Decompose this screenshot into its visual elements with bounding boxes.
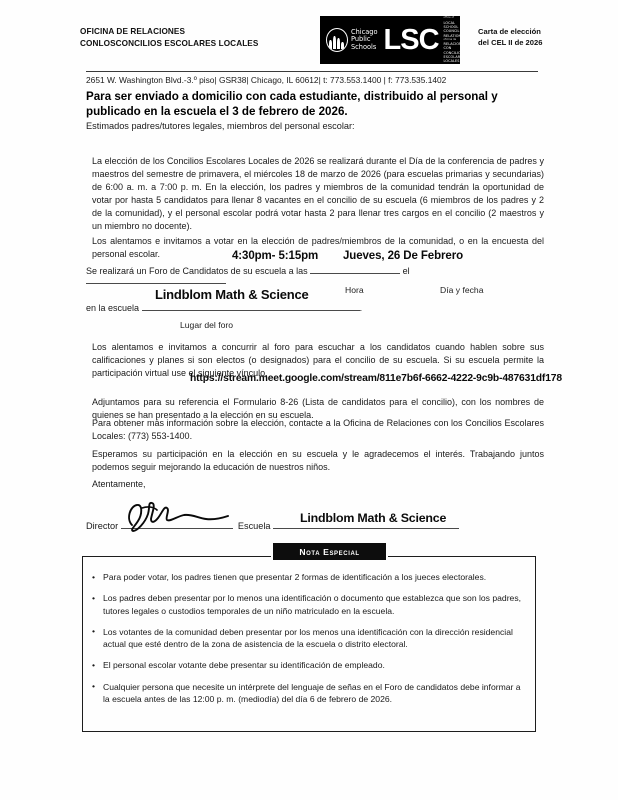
lsc-subtitle-en-prefix: office of xyxy=(443,16,455,20)
office-address: 2651 W. Washington Blvd.-3.º piso| GSR38| Chicago, IL 60612| t: 773.553.1400 | f: 773.535.1402 xyxy=(86,75,447,85)
closing-salutation: Atentamente, xyxy=(92,479,146,489)
school-prefix-label: en la escuela xyxy=(86,303,140,313)
office-heading-line1: OFICINA DE RELACIONES xyxy=(80,27,186,36)
forum-mid-label: el xyxy=(402,266,410,276)
cps-word-schools: Schools xyxy=(351,42,377,51)
list-item: • El personal escolar votante debe presentar su identificación de empleado. xyxy=(92,659,528,671)
special-note-banner: Nota Especial xyxy=(273,543,386,560)
stream-url[interactable]: https://stream.meet.google.com/stream/811e7b6f-6662-4222-9c9b-487631df178 xyxy=(190,373,562,384)
document-title-line1: Carta de elección xyxy=(478,27,541,36)
document-title-line2: del CEL II de 2026 xyxy=(478,38,543,47)
forum-date-value: Jueves, 26 De Febrero xyxy=(343,250,463,262)
list-item: • Los padres deben presentar por lo menos una identificación o documento que establezca que son los padres, tutores legales o custodios temporales de un niño matriculado en la escuela. xyxy=(92,592,528,617)
caption-hora: Hora xyxy=(345,285,364,295)
lsc-subtitle-en: LOCAL SCHOOL COUNCIL RELATIONS xyxy=(443,20,464,38)
special-note-list xyxy=(92,571,528,714)
list-item: • Cualquier persona que necesite un intérprete del lenguaje de señas en el Foro de candidatos debe informar a la escuela antes de las 12:00 p. m. (mediodía) del día 6 de febrero de 2026. xyxy=(92,681,528,706)
paragraph-election-details: La elección de los Concilios Escolares Locales de 2026 se realizará durante el Día de la conferencia de padres y maestros del semestre de primavera, el miércoles 18 de marzo de 2026 (para escuelas primarias y secundarias) de 6:00 a. m. a 7:00 p. m. En la elección, los padres y miembros de la comunidad tendrán la oportunidad de votar por hasta 5 candidatos para llenar 8 vacantes en el concilio de su escuela (6 miembros de los padres y 2 de la comunidad), y el personal escolar podrá votar hasta 2 para llenar tres cargos en el concilio (2 maestros y un miembro no docente). xyxy=(92,156,544,232)
cps-word-chicago: Chicago xyxy=(351,27,378,36)
cps-wordmark xyxy=(351,29,378,51)
caption-lugar-del-foro: Lugar del foro xyxy=(180,320,234,330)
salutation: Estimados padres/tutores legales, miembros del personal escolar: xyxy=(86,121,355,131)
director-signature-blank[interactable] xyxy=(121,528,233,529)
forum-schedule-line xyxy=(86,266,546,286)
school-suffix-period: . xyxy=(359,303,363,313)
office-heading xyxy=(80,26,310,49)
signature-school-value: Lindblom Math & Science xyxy=(300,511,447,525)
forum-time-blank[interactable] xyxy=(310,273,400,274)
forum-school-value: Lindblom Math & Science xyxy=(155,287,309,302)
office-heading-line2: CONLOSCONCILIOS ESCOLARES LOCALES xyxy=(80,38,259,48)
forum-prefix-label: Se realizará un Foro de Candidatos de su escuela a las xyxy=(86,266,308,276)
label-director: Director xyxy=(86,521,119,531)
caption-dia-y-fecha: Día y fecha xyxy=(440,285,484,295)
chicago-public-schools-logo xyxy=(326,28,378,52)
forum-date-blank[interactable] xyxy=(86,283,226,284)
list-item: • Los votantes de la comunidad deben presentar por los menos una identificación con la dirección residencial actual que esté dentro de la zona de asistencia de la escuela o distrito electoral. xyxy=(92,626,528,651)
paragraph-invitation: Los alentamos e invitamos a votar en la elección de padres/miembros de la comunidad, o en la encuesta del personal escolar. xyxy=(92,236,544,260)
headline: Para ser enviado a domicilio con cada estudiante, distribuido al personal y publicado en la escuela el 3 de febrero de 2026. xyxy=(86,90,498,118)
cps-lsc-logo xyxy=(320,16,467,64)
document-header xyxy=(0,16,618,72)
forum-school-blank[interactable] xyxy=(142,310,360,311)
lsc-wordmark: LSC xyxy=(383,23,439,56)
lsc-subtitle-es: RELACIONES CON CONCILIOS ESCOLARES LOCALES xyxy=(443,42,467,64)
document-title-right xyxy=(478,26,598,48)
forum-location-line xyxy=(86,303,546,313)
lsc-subtitle-es-prefix: oficina de xyxy=(443,37,457,41)
forum-time-value: 4:30pm- 5:15pm xyxy=(232,250,319,262)
list-item: • Para poder votar, los padres tienen que presentar 2 formas de identificación a los jueces electorales. xyxy=(92,571,528,583)
paragraph-more-info: Para obtener más información sobre la elección, contacte a la Oficina de Relaciones con los Concilios Escolares Locales: (773) 553-1400. xyxy=(92,418,544,442)
label-escuela: Escuela xyxy=(237,521,271,531)
cps-seal-icon xyxy=(326,28,348,52)
cps-word-public: Public xyxy=(351,35,371,44)
paragraph-forum-invite: Los alentamos e invitamos a concurrir al foro para escuchar a los candidatos cuando hablen sobre sus calificaciones y planes si son electos (o designados) para el concilio de su escuela. Si su escuela permite la participación virtual use el siguiente vínculo. xyxy=(92,342,544,379)
lsc-subtitle-block xyxy=(444,16,467,63)
paragraph-thanks: Esperamos su participación en la elección en su escuela y le agradecemos el interés. Trabajando juntos podemos seguir mejorando la educación de nuestros niños. xyxy=(92,449,544,473)
signature-school-blank[interactable] xyxy=(273,528,459,529)
header-divider xyxy=(86,71,538,72)
paragraph-form-826: Adjuntamos para su referencia el Formulario 8-26 (Lista de candidatos para el concilio), con los nombres de quienes se han presentado a la elección en su escuela. xyxy=(92,397,544,421)
